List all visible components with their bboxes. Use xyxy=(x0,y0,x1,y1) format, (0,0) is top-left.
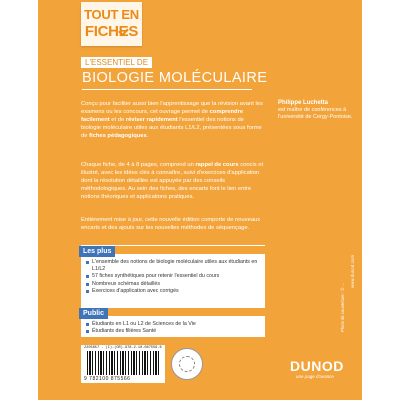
list-item: 57 fiches synthétiques pour retenir l'essentiel du cours xyxy=(85,273,265,280)
paragraph-text: l'essentiel des notions de biologie moléculaire utiles aux étudiants L1/L2, présentées sous forme de xyxy=(81,117,262,139)
publisher-logo: DUNOD xyxy=(290,358,344,374)
photo-credits: Photo de couverture : © ... xyxy=(340,283,345,332)
les-plus-box xyxy=(81,248,265,308)
list-item: L'ensemble des notions de biologie moléculaire utiles aux étudiants en L1/L2 xyxy=(85,259,265,273)
isbn-barcode xyxy=(81,345,165,383)
barcode-code: 2205857 - (I)-(OR)-978-2-10-087556-6 xyxy=(84,346,162,350)
description-paragraph-2 xyxy=(81,161,265,201)
author-name: Philippe Luchetta xyxy=(278,100,329,106)
isbn-digits: 9 782100 875566 xyxy=(84,376,131,382)
certification-seal-icon xyxy=(171,348,203,380)
paragraph-text: concis et illustré, avec les idées clés à connaître, suivi d'exercices d'application dont la résolution détaillée est appuyée par des conseils méthodologiques. Au sein des fiches, des encarts font le lien entre notions théoriques et applications pratiques. xyxy=(81,162,264,200)
paragraph-text: Entièrement mise à jour, cette nouvelle édition comporte de nouveaux encarts et des ajouts sur les nouvelles méthodes de séquençage. xyxy=(81,217,261,231)
emphasis-text: comprendre facilement xyxy=(81,109,244,123)
public-label: Public xyxy=(79,308,108,319)
author-block xyxy=(278,100,358,121)
paragraph-text: Chaque fiche, de 4 à 8 pages, comprend un xyxy=(81,162,196,168)
list-item: Exercices d'application avec corrigés xyxy=(85,288,265,295)
back-cover xyxy=(38,0,362,400)
description-paragraph-1 xyxy=(81,100,265,140)
title-kicker: L'ESSENTIEL DE xyxy=(81,57,152,68)
description-paragraph-3 xyxy=(81,216,265,232)
list-item: Étudiants des filières Santé xyxy=(85,328,196,335)
les-plus-label: Les plus xyxy=(79,246,115,257)
list-item: Étudiants en L1 ou L2 de Sciences de la Vie xyxy=(85,321,196,328)
publisher-tagline: une page d'avance xyxy=(296,374,334,379)
emphasis-text: fiches pédagogiques xyxy=(89,133,147,139)
book-title: BIOLOGIE MOLÉCULAIRE xyxy=(82,70,268,86)
barcode-icon xyxy=(87,351,159,375)
public-box xyxy=(81,310,265,337)
paragraph-text: Conçu pour faciliter aussi bien l'apprentissage que la révision avant les examens ou les concours, cet ouvrage permet de xyxy=(81,101,263,115)
list-item: Nombreux schémas détaillés xyxy=(85,281,265,288)
emphasis-text: réviser rapidement xyxy=(125,117,178,123)
emphasis-text: rappel de cours xyxy=(195,162,239,168)
title-divider xyxy=(82,89,252,90)
publisher-url: www.dunod.com xyxy=(350,254,355,288)
paragraph-text: . xyxy=(146,133,149,139)
series-logo-line2: FICHES xyxy=(84,23,139,40)
series-logo xyxy=(81,2,142,46)
les-plus-list xyxy=(85,259,265,295)
public-list xyxy=(85,321,196,335)
series-logo-line1: TOUT EN xyxy=(84,7,139,22)
paragraph-text: et de xyxy=(109,117,126,123)
author-bio: est maître de conférences à l'université de Cergy-Pontoise. xyxy=(278,107,353,120)
